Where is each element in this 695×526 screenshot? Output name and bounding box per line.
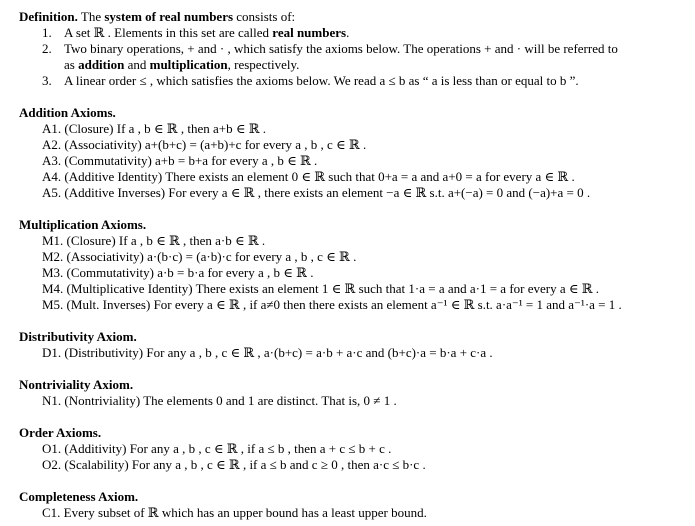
axiom: O1. (Additivity) For any a , b , c ∈ ℝ , if a ≤ b , then a + c ≤ b + c . xyxy=(42,441,392,456)
distributivity-axiom xyxy=(19,329,695,361)
item-number: 2. xyxy=(42,41,52,56)
axiom: M3. (Commutativity) a·b = b·a for every a , b ∈ ℝ . xyxy=(42,265,314,280)
definition-block xyxy=(19,9,695,89)
axiom: A4. (Additive Identity) There exists an element 0 ∈ ℝ such that 0+a = a and a+0 = a for every a ∈ ℝ . xyxy=(42,169,575,184)
text: and xyxy=(124,57,150,72)
term: system of real numbers xyxy=(104,9,234,24)
axiom: A5. (Additive Inverses) For every a ∈ ℝ , there exists an element −a ∈ ℝ s.t. a+(−a) = 0 and (−a)+a = 0 . xyxy=(42,185,591,200)
term: multiplication xyxy=(149,57,228,72)
addition-axioms xyxy=(19,105,695,201)
term: real numbers xyxy=(272,25,347,40)
axiom: C1. Every subset of ℝ which has an upper bound has a least upper bound. xyxy=(42,505,427,520)
axiom: O2. (Scalability) For any a , b , c ∈ ℝ , if a ≤ b and c ≥ 0 , then a·c ≤ b·c . xyxy=(42,457,426,472)
term: addition xyxy=(78,57,125,72)
axiom: M4. (Multiplicative Identity) There exists an element 1 ∈ ℝ such that 1·a = a and a·1 = a for every a ∈ ℝ . xyxy=(42,281,600,296)
definition-label: Definition. xyxy=(19,9,78,24)
multiplication-axioms xyxy=(19,217,695,313)
section-heading: Completeness Axiom. xyxy=(19,489,139,504)
text: A linear order ≤ , which satisfies the axioms below. We read a ≤ b as “ a is less than or equal to b ”. xyxy=(64,73,579,88)
axiom: A3. (Commutativity) a+b = b+a for every a , b ∈ ℝ . xyxy=(42,153,318,168)
section-heading: Nontriviality Axiom. xyxy=(19,377,134,392)
definition-intro xyxy=(19,9,695,25)
text: The xyxy=(77,9,105,24)
list-item xyxy=(19,25,695,41)
text: as xyxy=(64,57,79,72)
section-heading: Addition Axioms. xyxy=(19,105,116,120)
item-number: 1. xyxy=(42,25,52,40)
axiom: A2. (Associativity) a+(b+c) = (a+b)+c for every a , b , c ∈ ℝ . xyxy=(42,137,367,152)
axiom: N1. (Nontriviality) The elements 0 and 1 are distinct. That is, 0 ≠ 1 . xyxy=(42,393,397,408)
axiom: M2. (Associativity) a·(b·c) = (a·b)·c for every a , b , c ∈ ℝ . xyxy=(42,249,357,264)
order-axioms xyxy=(19,425,695,473)
axiom: M5. (Mult. Inverses) For every a ∈ ℝ , if a≠0 then there exists an element a⁻¹ ∈ ℝ s.t. a·a⁻¹ = 1 and a⁻¹·a = 1 . xyxy=(42,297,622,312)
item-number: 3. xyxy=(42,73,52,88)
section-heading: Multiplication Axioms. xyxy=(19,217,147,232)
completeness-axiom xyxy=(19,489,695,521)
section-heading: Distributivity Axiom. xyxy=(19,329,137,344)
nontriviality-axiom xyxy=(19,377,695,409)
list-item xyxy=(19,41,695,57)
text: , respectively. xyxy=(227,57,300,72)
axiom: D1. (Distributivity) For any a , b , c ∈ ℝ , a·(b+c) = a·b + a·c and (b+c)·a = b·a + c·a . xyxy=(42,345,493,360)
list-item xyxy=(19,73,695,89)
section-heading: Order Axioms. xyxy=(19,425,102,440)
axiom: A1. (Closure) If a , b ∈ ℝ , then a+b ∈ ℝ . xyxy=(42,121,267,136)
axiom: M1. (Closure) If a , b ∈ ℝ , then a·b ∈ ℝ . xyxy=(42,233,266,248)
text: consists of: xyxy=(233,9,296,24)
text: . xyxy=(346,25,350,40)
list-item-continuation xyxy=(19,57,695,73)
text: Two binary operations, + and · , which satisfy the axioms below. The operations + and · will be referred to xyxy=(64,41,618,56)
text: A set ℝ . Elements in this set are called xyxy=(64,25,273,40)
